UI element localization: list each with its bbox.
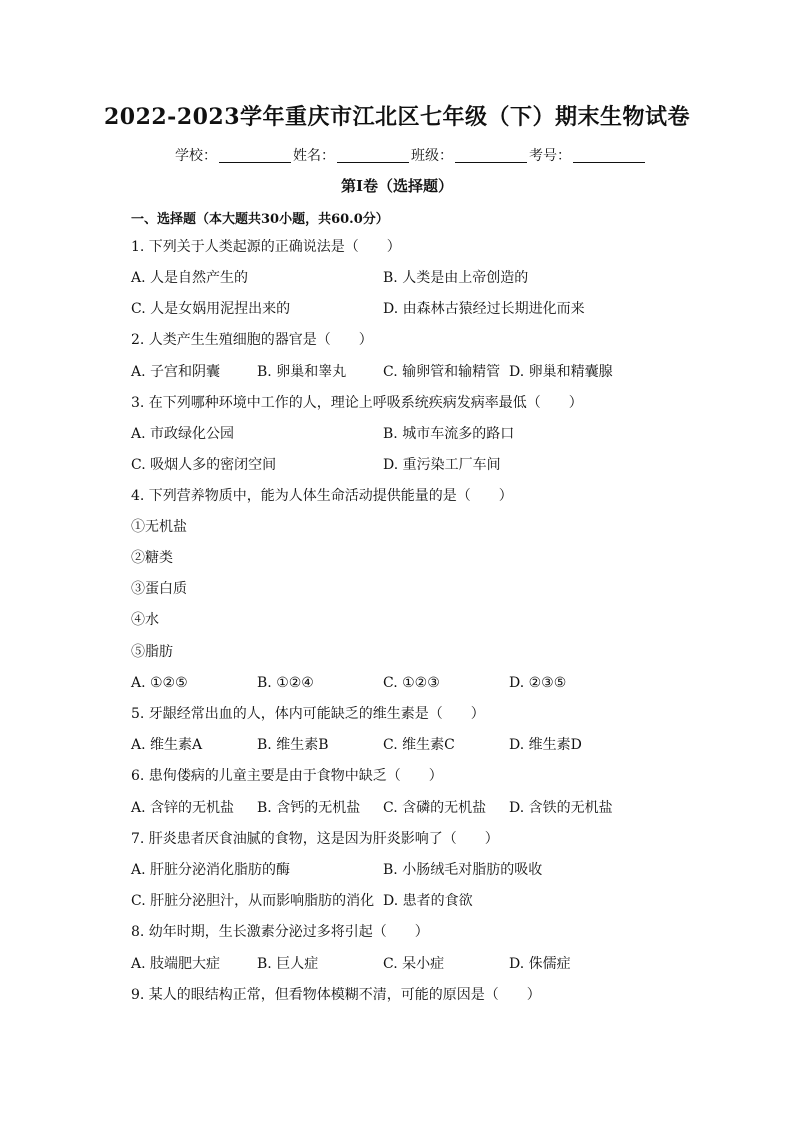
question-stem: 8. 幼年时期，生长激素分泌过多将引起（ ）: [131, 924, 429, 940]
option-c[interactable]: C. 呆小症: [383, 956, 445, 972]
option-b[interactable]: B. 含钙的无机盐: [257, 800, 361, 816]
option-a[interactable]: A. 肝脏分泌消化脂肪的酶: [131, 862, 291, 878]
part-heading: 一、选择题（本大题共30小题，共60.0分）: [131, 212, 389, 227]
option-a[interactable]: A. 含锌的无机盐: [131, 800, 235, 816]
statement-item: ③蛋白质: [131, 581, 187, 597]
option-a[interactable]: A. 市政绿化公园: [131, 426, 235, 442]
class-blank[interactable]: [455, 148, 527, 163]
option-c[interactable]: C. 吸烟人多的密闭空间: [131, 457, 277, 473]
section-title: 第I卷（选择题）: [340, 177, 454, 195]
school-label: 学校：: [175, 148, 217, 164]
option-d[interactable]: D. 卵巢和精囊腺: [509, 364, 613, 380]
option-b[interactable]: B. 卵巢和睾丸: [257, 364, 347, 380]
option-d[interactable]: D. 维生素D: [509, 737, 582, 753]
exam-number-blank[interactable]: [573, 148, 645, 163]
option-a[interactable]: A. 子宫和阴囊: [131, 364, 221, 380]
statement-item: ②糖类: [131, 550, 173, 566]
option-d[interactable]: D. 侏儒症: [509, 956, 571, 972]
question-stem: 7. 肝炎患者厌食油腻的食物，这是因为肝炎影响了（ ）: [131, 831, 499, 847]
option-b[interactable]: B. 巨人症: [257, 956, 319, 972]
option-c[interactable]: C. ①②③: [383, 675, 440, 691]
question-stem: 5. 牙龈经常出血的人，体内可能缺乏的维生素是（ ）: [131, 706, 485, 722]
student-info-row: [175, 145, 647, 165]
option-a[interactable]: A. 维生素A: [131, 737, 203, 753]
statement-item: ①无机盐: [131, 519, 187, 535]
option-c[interactable]: C. 输卵管和输精管: [383, 364, 501, 380]
question-stem: 4. 下列营养物质中，能为人体生命活动提供能量的是（ ）: [131, 488, 513, 504]
school-blank[interactable]: [219, 148, 291, 163]
option-b[interactable]: B. 小肠绒毛对脂肪的吸收: [383, 862, 543, 878]
option-d[interactable]: D. 患者的食欲: [383, 893, 473, 909]
option-b[interactable]: B. ①②④: [257, 675, 314, 691]
class-label: 班级：: [411, 148, 453, 164]
option-a[interactable]: A. ①②⑤: [131, 675, 188, 691]
name-label: 姓名：: [293, 148, 335, 164]
exam-number-label: 考号：: [529, 148, 571, 164]
question-stem: 9. 某人的眼结构正常，但看物体模糊不清，可能的原因是（ ）: [131, 987, 541, 1003]
name-blank[interactable]: [337, 148, 409, 163]
option-d[interactable]: D. ②③⑤: [509, 675, 567, 691]
option-b[interactable]: B. 人类是由上帝创造的: [383, 270, 529, 286]
question-stem: 6. 患佝偻病的儿童主要是由于食物中缺乏（ ）: [131, 768, 443, 784]
exam-title: 2022-2023学年重庆市江北区七年级（下）期末生物试卷: [103, 104, 691, 130]
statement-item: ⑤脂肪: [131, 644, 173, 660]
statement-item: ④水: [131, 612, 159, 628]
option-d[interactable]: D. 含铁的无机盐: [509, 800, 613, 816]
option-b[interactable]: B. 城市车流多的路口: [383, 426, 515, 442]
question-stem: 3. 在下列哪种环境中工作的人，理论上呼吸系统疾病发病率最低（ ）: [131, 395, 583, 411]
option-c[interactable]: C. 人是女娲用泥捏出来的: [131, 301, 291, 317]
option-c[interactable]: C. 维生素C: [383, 737, 455, 753]
option-c[interactable]: C. 含磷的无机盐: [383, 800, 487, 816]
option-d[interactable]: D. 由森林古猿经过长期进化而来: [383, 301, 585, 317]
question-stem: 1. 下列关于人类起源的正确说法是（ ）: [131, 239, 401, 255]
option-b[interactable]: B. 维生素B: [257, 737, 329, 753]
option-c[interactable]: C. 肝脏分泌胆汁，从而影响脂肪的消化: [131, 893, 375, 909]
option-d[interactable]: D. 重污染工厂车间: [383, 457, 501, 473]
option-a[interactable]: A. 人是自然产生的: [131, 270, 249, 286]
option-a[interactable]: A. 肢端肥大症: [131, 956, 221, 972]
question-stem: 2. 人类产生生殖细胞的器官是（ ）: [131, 332, 373, 348]
